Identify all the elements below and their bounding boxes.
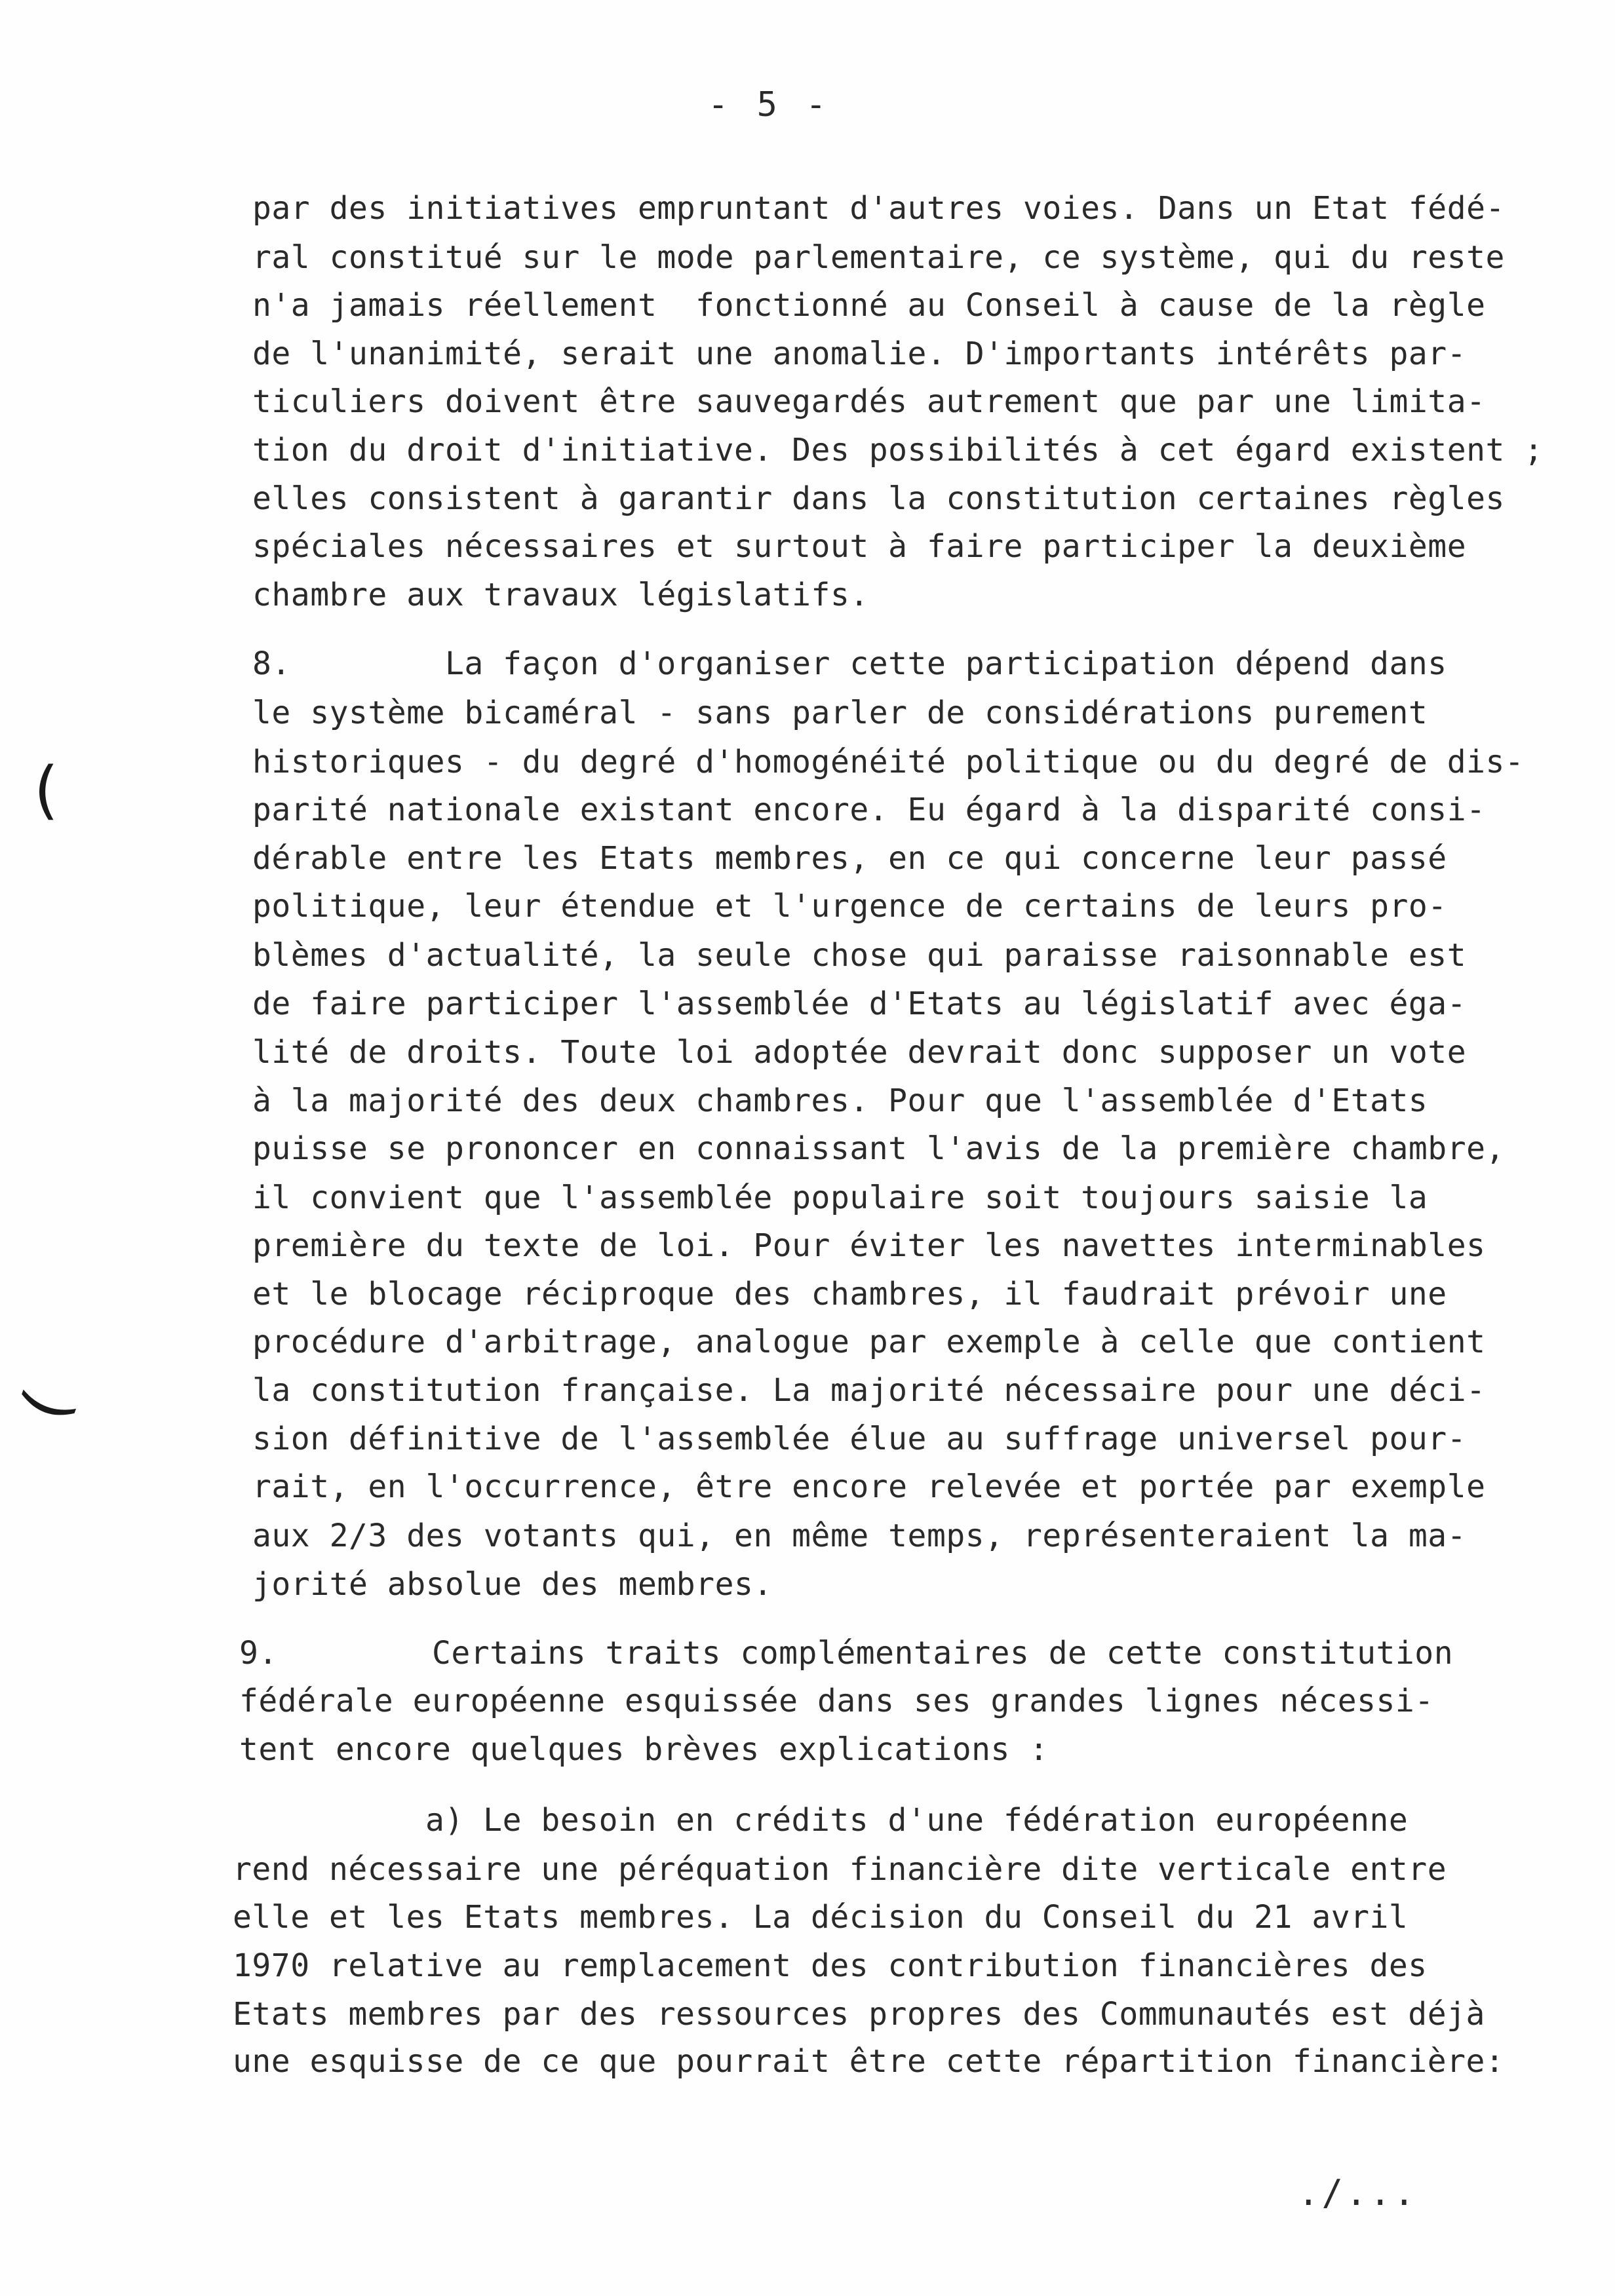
text-line: procédure d'arbitrage, analogue par exemple à celle que contient	[252, 1324, 1486, 1360]
text-line: historiques - du degré d'homogénéité politique ou du degré de dis-	[252, 744, 1525, 780]
text-line: puisse se prononcer en connaissant l'avis de la première chambre,	[252, 1130, 1505, 1167]
text-line: parité nationale existant encore. Eu égard à la disparité consi-	[252, 792, 1486, 828]
text-line: aux 2/3 des votants qui, en même temps, représenteraient la ma-	[252, 1518, 1467, 1554]
text-line: la constitution française. La majorité nécessaire pour une déci-	[252, 1372, 1486, 1409]
text-line: sion définitive de l'assemblée élue au suffrage universel pour-	[252, 1421, 1467, 1457]
text-line: première du texte de loi. Pour éviter les navettes interminables	[252, 1227, 1486, 1264]
text-line: spéciales nécessaires et surtout à faire participer la deuxième	[252, 528, 1467, 565]
text-line: le système bicaméral - sans parler de considérations purement	[252, 695, 1428, 731]
text-line: rait, en l'occurrence, être encore relevée et portée par exemple	[252, 1468, 1486, 1505]
text-line: ral constitué sur le mode parlementaire, ce système, qui du reste	[252, 239, 1505, 276]
text-line: une esquisse de ce que pourrait être cette répartition financière:	[233, 2043, 1505, 2080]
text-line: à la majorité des deux chambres. Pour que l'assemblée d'Etats	[252, 1082, 1428, 1119]
text-line: tent encore quelques brèves explications :	[239, 1731, 1049, 1768]
text-line: par des initiatives empruntant d'autres voies. Dans un Etat fédé-	[252, 190, 1505, 227]
text-line: et le blocage réciproque des chambres, il faudrait prévoir une	[252, 1276, 1447, 1312]
binder-hole-mark-top: (	[26, 754, 64, 827]
text-line: tion du droit d'initiative. Des possibilités à cet égard existent ;	[252, 432, 1544, 469]
text-line: il convient que l'assemblée populaire soit toujours saisie la	[252, 1179, 1428, 1216]
text-line: rend nécessaire une péréquation financière dite verticale entre	[233, 1851, 1447, 1888]
text-line: 8. La façon d'organiser cette participation dépend dans	[252, 645, 1447, 682]
binder-hole-mark-bottom: (	[4, 1375, 87, 1437]
text-line: fédérale européenne esquissée dans ses grandes lignes nécessi-	[239, 1683, 1434, 1719]
text-line: elle et les Etats membres. La décision du Conseil du 21 avril	[233, 1899, 1409, 1936]
text-line: de faire participer l'assemblée d'Etats au législatif avec éga-	[252, 985, 1467, 1022]
text-line: ticuliers doivent être sauvegardés autrement que par une limita-	[252, 383, 1486, 420]
text-line: chambre aux travaux législatifs.	[252, 577, 869, 613]
text-line: de l'unanimité, serait une anomalie. D'importants intérêts par-	[252, 335, 1467, 372]
continuation-mark: ./...	[1298, 2172, 1418, 2213]
text-line: politique, leur étendue et l'urgence de certains de leurs pro-	[252, 888, 1447, 925]
page-number: - 5 -	[708, 85, 830, 124]
text-line: lité de droits. Toute loi adoptée devrait donc supposer un vote	[252, 1034, 1467, 1071]
text-line: 1970 relative au remplacement des contribution financières des	[233, 1947, 1428, 1984]
text-line: n'a jamais réellement fonctionné au Conseil à cause de la règle	[252, 287, 1486, 324]
text-line: elles consistent à garantir dans la constitution certaines règles	[252, 480, 1505, 517]
text-line: dérable entre les Etats membres, en ce qui concerne leur passé	[252, 840, 1447, 877]
text-line: Etats membres par des ressources propres des Communautés est déjà	[233, 1996, 1485, 2033]
text-line: jorité absolue des membres.	[252, 1566, 773, 1603]
text-line: blèmes d'actualité, la seule chose qui paraisse raisonnable est	[252, 937, 1467, 974]
text-line: 9. Certains traits complémentaires de cette constitution	[239, 1635, 1454, 1672]
text-line: a) Le besoin en crédits d'une fédération européenne	[233, 1802, 1409, 1839]
